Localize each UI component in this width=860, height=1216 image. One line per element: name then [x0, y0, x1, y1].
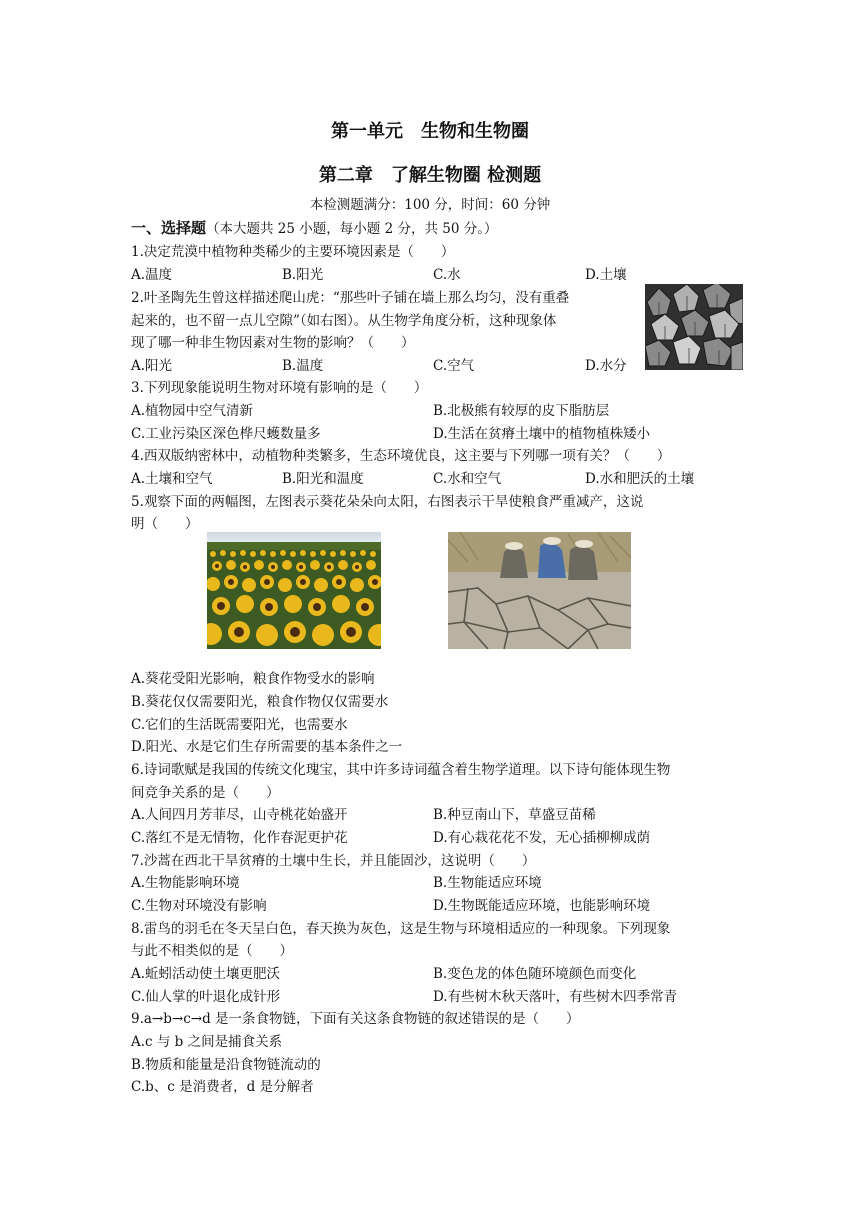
option: B.温度	[282, 358, 324, 374]
option: B.阳光和温度	[282, 471, 364, 487]
sunflower-field-photo	[207, 532, 381, 649]
question-stem: 4.西双版纳密林中，动植物种类繁多，生态环境优良，这主要与下列哪一项有关？（ ）	[131, 448, 671, 464]
question-stem: 明（ ）	[131, 516, 199, 532]
option: A.植物园中空气清新	[131, 403, 254, 419]
question-stem: 与此不相类似的是（ ）	[131, 943, 293, 959]
section-heading	[131, 217, 497, 238]
option: C.生物对环境没有影响	[131, 898, 267, 914]
question-stem: 8.雷鸟的羽毛在冬天呈白色，春天换为灰色，这是生物与环境相适应的一种现象。下列现象	[131, 921, 671, 937]
question-stem: 3.下列现象能说明生物对环境有影响的是（ ）	[131, 380, 428, 396]
question-stem: 7.沙蒿在西北干旱贫瘠的土壤中生长，并且能固沙，这说明（ ）	[131, 853, 536, 869]
option: C.b、c 是消费者，d 是分解者	[131, 1079, 314, 1095]
option: A.生物能影响环境	[131, 875, 240, 891]
option: A.葵花受阳光影响，粮食作物受水的影响	[131, 671, 375, 687]
option: D.阳光、水是它们生存所需要的基本条件之一	[131, 739, 403, 755]
question-stem: 间竞争关系的是（ ）	[131, 785, 280, 801]
option: A.蚯蚓活动使土壤更肥沃	[131, 966, 281, 982]
unit-title: 第一单元 生物和生物圈	[331, 121, 529, 142]
option: B.变色龙的体色随环境颜色而变化	[433, 966, 637, 982]
question-stem: 9.a→b→c→d 是一条食物链，下面有关这条食物链的叙述错误的是（ ）	[131, 1011, 580, 1027]
option: B.物质和能量是沿食物链流动的	[131, 1057, 321, 1073]
option: D.水和肥沃的土壤	[585, 471, 695, 487]
question-stem: 2.叶圣陶先生曾这样描述爬山虎：“那些叶子铺在墙上那么均匀，没有重叠	[131, 290, 570, 306]
option: C.空气	[433, 358, 475, 374]
option: D.生活在贫瘠土壤中的植物植株矮小	[433, 426, 651, 442]
option: C.水和空气	[433, 471, 502, 487]
option: A.温度	[131, 267, 173, 283]
option: A.人间四月芳菲尽，山寺桃花始盛开	[131, 807, 348, 823]
option: A.阳光	[131, 358, 173, 374]
option: C.水	[433, 267, 461, 283]
option: D.有心栽花花不发，无心插柳柳成荫	[433, 830, 651, 846]
option: A.c 与 b 之间是捕食关系	[131, 1034, 283, 1050]
question-stem: 5.观察下面的两幅图，左图表示葵花朵朵向太阳，右图表示干旱使粮食严重减产，这说	[131, 494, 644, 510]
question-stem: 起来的，也不留一点儿空隙”（如右图）。从生物学角度分析，这种现象体	[131, 313, 557, 329]
option: B.种豆南山下，草盛豆苗稀	[433, 807, 596, 823]
option: B.北极熊有较厚的皮下脂肪层	[433, 403, 610, 419]
section-title: 一、选择题	[131, 219, 207, 237]
exam-info: 本检测题满分：100 分，时间：60 分钟	[309, 197, 551, 213]
question-stem: 1.决定荒漠中植物种类稀少的主要环境因素是（ ）	[131, 244, 455, 260]
option: B.生物能适应环境	[433, 875, 542, 891]
question-stem: 现了哪一种非生物因素对生物的影响？（ ）	[131, 335, 415, 351]
section-note: （本大题共 25 小题，每小题 2 分，共 50 分。）	[206, 221, 498, 237]
option: B.葵花仅仅需要阳光，粮食作物仅仅需要水	[131, 694, 389, 710]
option: C.工业污染区深色桦尺蠖数量多	[131, 426, 321, 442]
question-stem: 6.诗词歌赋是我国的传统文化瑰宝，其中许多诗词蕴含着生物学道理。以下诗句能体现生物	[131, 762, 671, 778]
option: D.生物既能适应环境，也能影响环境	[433, 898, 651, 914]
option: C.落红不是无情物，化作春泥更护花	[131, 830, 348, 846]
option: D.有些树木秋天落叶，有些树木四季常青	[433, 989, 678, 1005]
option: B.阳光	[282, 267, 324, 283]
option: D.水分	[585, 358, 627, 374]
option: C.它们的生活既需要阳光，也需要水	[131, 717, 348, 733]
option: C.仙人掌的叶退化成针形	[131, 989, 281, 1005]
chapter-title: 第二章 了解生物圈 检测题	[318, 165, 542, 186]
ivy-leaves-photo	[645, 284, 743, 370]
option: A.土壤和空气	[131, 471, 213, 487]
option: D.土壤	[585, 267, 627, 283]
drought-cracked-field-photo	[448, 532, 631, 649]
